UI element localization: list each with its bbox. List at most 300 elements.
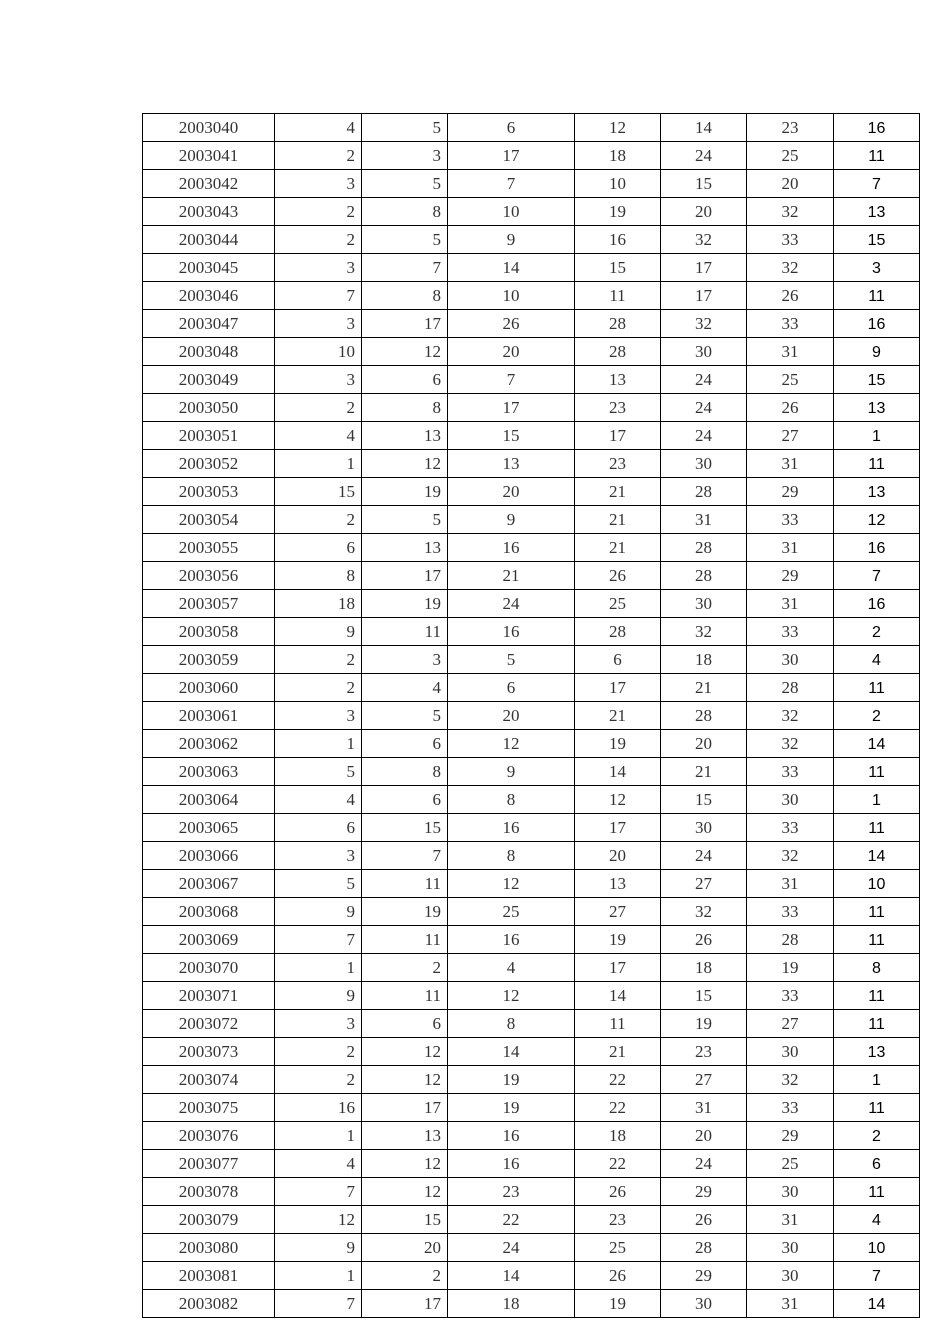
number-1-cell: 16 [275, 1094, 362, 1122]
number-3-cell: 16 [448, 814, 575, 842]
issue-number-cell: 2003061 [143, 702, 275, 730]
number-3-cell: 10 [448, 282, 575, 310]
number-6-cell: 33 [747, 758, 834, 786]
special-number-cell: 14 [834, 842, 920, 870]
number-2-cell: 5 [362, 702, 448, 730]
number-6-cell: 27 [747, 1010, 834, 1038]
number-3-cell: 6 [448, 114, 575, 142]
table-row [143, 562, 920, 590]
number-3-cell: 24 [448, 1234, 575, 1262]
number-2-cell: 12 [362, 1066, 448, 1094]
table-row [143, 450, 920, 478]
issue-number-cell: 2003065 [143, 814, 275, 842]
number-3-cell: 15 [448, 422, 575, 450]
table-row [143, 1150, 920, 1178]
issue-number-cell: 2003060 [143, 674, 275, 702]
number-1-cell: 1 [275, 1262, 362, 1290]
number-1-cell: 15 [275, 478, 362, 506]
number-1-cell: 2 [275, 226, 362, 254]
number-5-cell: 15 [661, 170, 747, 198]
number-3-cell: 5 [448, 646, 575, 674]
table-row [143, 534, 920, 562]
table-row [143, 954, 920, 982]
number-2-cell: 20 [362, 1234, 448, 1262]
number-2-cell: 12 [362, 450, 448, 478]
number-6-cell: 32 [747, 702, 834, 730]
table-row [143, 702, 920, 730]
special-number-cell: 11 [834, 1094, 920, 1122]
number-1-cell: 3 [275, 702, 362, 730]
number-4-cell: 21 [575, 478, 661, 506]
number-1-cell: 4 [275, 114, 362, 142]
issue-number-cell: 2003072 [143, 1010, 275, 1038]
table-row [143, 394, 920, 422]
number-1-cell: 2 [275, 1038, 362, 1066]
number-3-cell: 24 [448, 590, 575, 618]
number-5-cell: 32 [661, 310, 747, 338]
number-2-cell: 17 [362, 310, 448, 338]
number-2-cell: 4 [362, 674, 448, 702]
number-2-cell: 5 [362, 170, 448, 198]
issue-number-cell: 2003048 [143, 338, 275, 366]
special-number-cell: 11 [834, 926, 920, 954]
number-1-cell: 18 [275, 590, 362, 618]
issue-number-cell: 2003040 [143, 114, 275, 142]
table-row [143, 254, 920, 282]
number-1-cell: 3 [275, 1010, 362, 1038]
number-5-cell: 20 [661, 730, 747, 758]
number-3-cell: 20 [448, 338, 575, 366]
number-5-cell: 30 [661, 590, 747, 618]
number-5-cell: 28 [661, 478, 747, 506]
number-3-cell: 9 [448, 758, 575, 786]
special-number-cell: 16 [834, 534, 920, 562]
special-number-cell: 11 [834, 450, 920, 478]
number-4-cell: 10 [575, 170, 661, 198]
number-2-cell: 19 [362, 590, 448, 618]
special-number-cell: 11 [834, 1010, 920, 1038]
number-2-cell: 2 [362, 1262, 448, 1290]
issue-number-cell: 2003053 [143, 478, 275, 506]
issue-number-cell: 2003045 [143, 254, 275, 282]
number-6-cell: 31 [747, 534, 834, 562]
number-1-cell: 1 [275, 954, 362, 982]
number-4-cell: 25 [575, 1234, 661, 1262]
table-row [143, 1122, 920, 1150]
number-2-cell: 7 [362, 842, 448, 870]
table-row [143, 730, 920, 758]
number-6-cell: 31 [747, 1290, 834, 1318]
number-5-cell: 17 [661, 254, 747, 282]
special-number-cell: 7 [834, 562, 920, 590]
issue-number-cell: 2003054 [143, 506, 275, 534]
number-2-cell: 17 [362, 562, 448, 590]
number-4-cell: 19 [575, 1290, 661, 1318]
number-1-cell: 2 [275, 674, 362, 702]
table-row [143, 114, 920, 142]
number-5-cell: 26 [661, 1206, 747, 1234]
number-1-cell: 2 [275, 142, 362, 170]
issue-number-cell: 2003056 [143, 562, 275, 590]
number-1-cell: 2 [275, 198, 362, 226]
number-6-cell: 33 [747, 982, 834, 1010]
table-row [143, 590, 920, 618]
table-row [143, 1206, 920, 1234]
table-row [143, 674, 920, 702]
special-number-cell: 11 [834, 1178, 920, 1206]
special-number-cell: 2 [834, 618, 920, 646]
number-2-cell: 12 [362, 1178, 448, 1206]
number-1-cell: 2 [275, 646, 362, 674]
number-4-cell: 28 [575, 310, 661, 338]
number-5-cell: 17 [661, 282, 747, 310]
issue-number-cell: 2003066 [143, 842, 275, 870]
number-4-cell: 19 [575, 730, 661, 758]
table-row [143, 870, 920, 898]
number-3-cell: 17 [448, 394, 575, 422]
issue-number-cell: 2003050 [143, 394, 275, 422]
number-1-cell: 5 [275, 870, 362, 898]
number-5-cell: 24 [661, 1150, 747, 1178]
number-4-cell: 27 [575, 898, 661, 926]
number-5-cell: 30 [661, 1290, 747, 1318]
issue-number-cell: 2003069 [143, 926, 275, 954]
issue-number-cell: 2003081 [143, 1262, 275, 1290]
number-6-cell: 33 [747, 814, 834, 842]
table-row [143, 1094, 920, 1122]
table-row [143, 842, 920, 870]
number-2-cell: 17 [362, 1094, 448, 1122]
number-4-cell: 25 [575, 590, 661, 618]
table-row [143, 422, 920, 450]
table-row [143, 478, 920, 506]
number-1-cell: 5 [275, 758, 362, 786]
number-5-cell: 15 [661, 982, 747, 1010]
number-3-cell: 8 [448, 1010, 575, 1038]
number-2-cell: 12 [362, 1150, 448, 1178]
special-number-cell: 11 [834, 814, 920, 842]
number-5-cell: 28 [661, 534, 747, 562]
number-4-cell: 22 [575, 1150, 661, 1178]
number-4-cell: 12 [575, 786, 661, 814]
number-4-cell: 14 [575, 758, 661, 786]
number-6-cell: 30 [747, 1038, 834, 1066]
number-3-cell: 20 [448, 702, 575, 730]
number-6-cell: 30 [747, 646, 834, 674]
table-body [143, 114, 920, 1318]
number-1-cell: 2 [275, 394, 362, 422]
number-3-cell: 16 [448, 1122, 575, 1150]
number-3-cell: 7 [448, 170, 575, 198]
number-6-cell: 33 [747, 618, 834, 646]
number-2-cell: 6 [362, 366, 448, 394]
number-3-cell: 12 [448, 870, 575, 898]
number-2-cell: 8 [362, 758, 448, 786]
number-1-cell: 4 [275, 786, 362, 814]
special-number-cell: 7 [834, 170, 920, 198]
issue-number-cell: 2003073 [143, 1038, 275, 1066]
number-5-cell: 31 [661, 1094, 747, 1122]
number-1-cell: 9 [275, 898, 362, 926]
number-4-cell: 26 [575, 1178, 661, 1206]
table-row [143, 1038, 920, 1066]
special-number-cell: 1 [834, 422, 920, 450]
number-5-cell: 28 [661, 562, 747, 590]
table-row [143, 898, 920, 926]
special-number-cell: 13 [834, 1038, 920, 1066]
number-5-cell: 27 [661, 870, 747, 898]
table-row [143, 618, 920, 646]
number-6-cell: 33 [747, 898, 834, 926]
special-number-cell: 1 [834, 1066, 920, 1094]
table-row [143, 1010, 920, 1038]
issue-number-cell: 2003043 [143, 198, 275, 226]
number-3-cell: 26 [448, 310, 575, 338]
number-2-cell: 3 [362, 646, 448, 674]
issue-number-cell: 2003067 [143, 870, 275, 898]
special-number-cell: 10 [834, 1234, 920, 1262]
number-3-cell: 22 [448, 1206, 575, 1234]
number-5-cell: 27 [661, 1066, 747, 1094]
number-4-cell: 21 [575, 534, 661, 562]
number-2-cell: 11 [362, 618, 448, 646]
number-2-cell: 3 [362, 142, 448, 170]
issue-number-cell: 2003076 [143, 1122, 275, 1150]
number-2-cell: 11 [362, 982, 448, 1010]
issue-number-cell: 2003063 [143, 758, 275, 786]
number-2-cell: 13 [362, 1122, 448, 1150]
special-number-cell: 4 [834, 646, 920, 674]
number-3-cell: 7 [448, 366, 575, 394]
number-5-cell: 24 [661, 142, 747, 170]
table-row [143, 982, 920, 1010]
number-4-cell: 19 [575, 198, 661, 226]
number-6-cell: 25 [747, 366, 834, 394]
special-number-cell: 11 [834, 142, 920, 170]
number-3-cell: 12 [448, 730, 575, 758]
issue-number-cell: 2003062 [143, 730, 275, 758]
number-4-cell: 23 [575, 394, 661, 422]
table-row [143, 1290, 920, 1318]
number-4-cell: 11 [575, 282, 661, 310]
number-4-cell: 14 [575, 982, 661, 1010]
number-4-cell: 17 [575, 422, 661, 450]
issue-number-cell: 2003064 [143, 786, 275, 814]
number-6-cell: 29 [747, 478, 834, 506]
number-2-cell: 8 [362, 198, 448, 226]
number-4-cell: 15 [575, 254, 661, 282]
number-1-cell: 7 [275, 1290, 362, 1318]
number-5-cell: 20 [661, 1122, 747, 1150]
number-4-cell: 18 [575, 1122, 661, 1150]
number-6-cell: 30 [747, 786, 834, 814]
number-4-cell: 23 [575, 450, 661, 478]
number-6-cell: 31 [747, 1206, 834, 1234]
number-6-cell: 19 [747, 954, 834, 982]
number-1-cell: 2 [275, 1066, 362, 1094]
number-4-cell: 16 [575, 226, 661, 254]
number-2-cell: 19 [362, 478, 448, 506]
number-5-cell: 18 [661, 954, 747, 982]
table-row [143, 814, 920, 842]
number-4-cell: 17 [575, 954, 661, 982]
issue-number-cell: 2003046 [143, 282, 275, 310]
number-3-cell: 16 [448, 534, 575, 562]
number-2-cell: 11 [362, 870, 448, 898]
table-row [143, 1178, 920, 1206]
special-number-cell: 11 [834, 758, 920, 786]
number-4-cell: 19 [575, 926, 661, 954]
number-6-cell: 31 [747, 590, 834, 618]
special-number-cell: 16 [834, 114, 920, 142]
number-2-cell: 5 [362, 226, 448, 254]
number-4-cell: 28 [575, 618, 661, 646]
issue-number-cell: 2003071 [143, 982, 275, 1010]
number-4-cell: 13 [575, 366, 661, 394]
number-6-cell: 27 [747, 422, 834, 450]
number-1-cell: 1 [275, 1122, 362, 1150]
table-row [143, 786, 920, 814]
number-5-cell: 21 [661, 758, 747, 786]
issue-number-cell: 2003078 [143, 1178, 275, 1206]
number-4-cell: 23 [575, 1206, 661, 1234]
number-1-cell: 4 [275, 422, 362, 450]
issue-number-cell: 2003049 [143, 366, 275, 394]
number-1-cell: 3 [275, 170, 362, 198]
number-6-cell: 31 [747, 338, 834, 366]
number-5-cell: 24 [661, 422, 747, 450]
table-row [143, 366, 920, 394]
issue-number-cell: 2003068 [143, 898, 275, 926]
number-4-cell: 6 [575, 646, 661, 674]
number-1-cell: 2 [275, 506, 362, 534]
number-3-cell: 19 [448, 1094, 575, 1122]
special-number-cell: 13 [834, 394, 920, 422]
special-number-cell: 11 [834, 982, 920, 1010]
number-4-cell: 26 [575, 562, 661, 590]
lottery-results-table [142, 113, 920, 1318]
issue-number-cell: 2003070 [143, 954, 275, 982]
number-6-cell: 25 [747, 142, 834, 170]
special-number-cell: 12 [834, 506, 920, 534]
issue-number-cell: 2003075 [143, 1094, 275, 1122]
number-2-cell: 17 [362, 1290, 448, 1318]
issue-number-cell: 2003052 [143, 450, 275, 478]
special-number-cell: 14 [834, 730, 920, 758]
number-1-cell: 9 [275, 618, 362, 646]
number-6-cell: 20 [747, 170, 834, 198]
number-6-cell: 29 [747, 1122, 834, 1150]
special-number-cell: 2 [834, 1122, 920, 1150]
number-1-cell: 1 [275, 450, 362, 478]
special-number-cell: 6 [834, 1150, 920, 1178]
special-number-cell: 3 [834, 254, 920, 282]
number-5-cell: 20 [661, 198, 747, 226]
number-4-cell: 21 [575, 1038, 661, 1066]
number-3-cell: 14 [448, 254, 575, 282]
number-2-cell: 12 [362, 338, 448, 366]
number-1-cell: 9 [275, 982, 362, 1010]
number-1-cell: 7 [275, 1178, 362, 1206]
issue-number-cell: 2003055 [143, 534, 275, 562]
number-2-cell: 7 [362, 254, 448, 282]
number-3-cell: 25 [448, 898, 575, 926]
number-4-cell: 11 [575, 1010, 661, 1038]
number-2-cell: 6 [362, 1010, 448, 1038]
number-5-cell: 15 [661, 786, 747, 814]
number-6-cell: 23 [747, 114, 834, 142]
issue-number-cell: 2003082 [143, 1290, 275, 1318]
number-3-cell: 21 [448, 562, 575, 590]
number-4-cell: 22 [575, 1066, 661, 1094]
number-1-cell: 1 [275, 730, 362, 758]
special-number-cell: 16 [834, 590, 920, 618]
issue-number-cell: 2003079 [143, 1206, 275, 1234]
number-5-cell: 24 [661, 842, 747, 870]
number-4-cell: 17 [575, 814, 661, 842]
number-5-cell: 29 [661, 1178, 747, 1206]
number-2-cell: 6 [362, 730, 448, 758]
number-5-cell: 28 [661, 702, 747, 730]
special-number-cell: 15 [834, 226, 920, 254]
number-6-cell: 33 [747, 506, 834, 534]
number-5-cell: 26 [661, 926, 747, 954]
number-1-cell: 10 [275, 338, 362, 366]
table-row [143, 1066, 920, 1094]
table-row [143, 506, 920, 534]
table-row [143, 282, 920, 310]
issue-number-cell: 2003077 [143, 1150, 275, 1178]
number-1-cell: 6 [275, 814, 362, 842]
number-5-cell: 31 [661, 506, 747, 534]
number-3-cell: 6 [448, 674, 575, 702]
table-row [143, 310, 920, 338]
number-1-cell: 3 [275, 254, 362, 282]
number-6-cell: 28 [747, 926, 834, 954]
number-6-cell: 32 [747, 1066, 834, 1094]
number-6-cell: 32 [747, 842, 834, 870]
number-6-cell: 32 [747, 198, 834, 226]
number-4-cell: 13 [575, 870, 661, 898]
number-6-cell: 32 [747, 730, 834, 758]
number-5-cell: 30 [661, 338, 747, 366]
number-4-cell: 26 [575, 1262, 661, 1290]
number-5-cell: 21 [661, 674, 747, 702]
number-3-cell: 20 [448, 478, 575, 506]
number-6-cell: 30 [747, 1234, 834, 1262]
number-5-cell: 23 [661, 1038, 747, 1066]
number-1-cell: 12 [275, 1206, 362, 1234]
number-2-cell: 5 [362, 506, 448, 534]
number-2-cell: 19 [362, 898, 448, 926]
special-number-cell: 13 [834, 478, 920, 506]
number-3-cell: 8 [448, 786, 575, 814]
number-1-cell: 3 [275, 310, 362, 338]
table-row [143, 1234, 920, 1262]
number-4-cell: 21 [575, 702, 661, 730]
number-5-cell: 18 [661, 646, 747, 674]
issue-number-cell: 2003058 [143, 618, 275, 646]
special-number-cell: 7 [834, 1262, 920, 1290]
number-3-cell: 19 [448, 1066, 575, 1094]
number-1-cell: 7 [275, 282, 362, 310]
number-6-cell: 29 [747, 562, 834, 590]
number-6-cell: 30 [747, 1178, 834, 1206]
number-6-cell: 33 [747, 1094, 834, 1122]
number-5-cell: 32 [661, 898, 747, 926]
number-1-cell: 3 [275, 842, 362, 870]
number-3-cell: 10 [448, 198, 575, 226]
